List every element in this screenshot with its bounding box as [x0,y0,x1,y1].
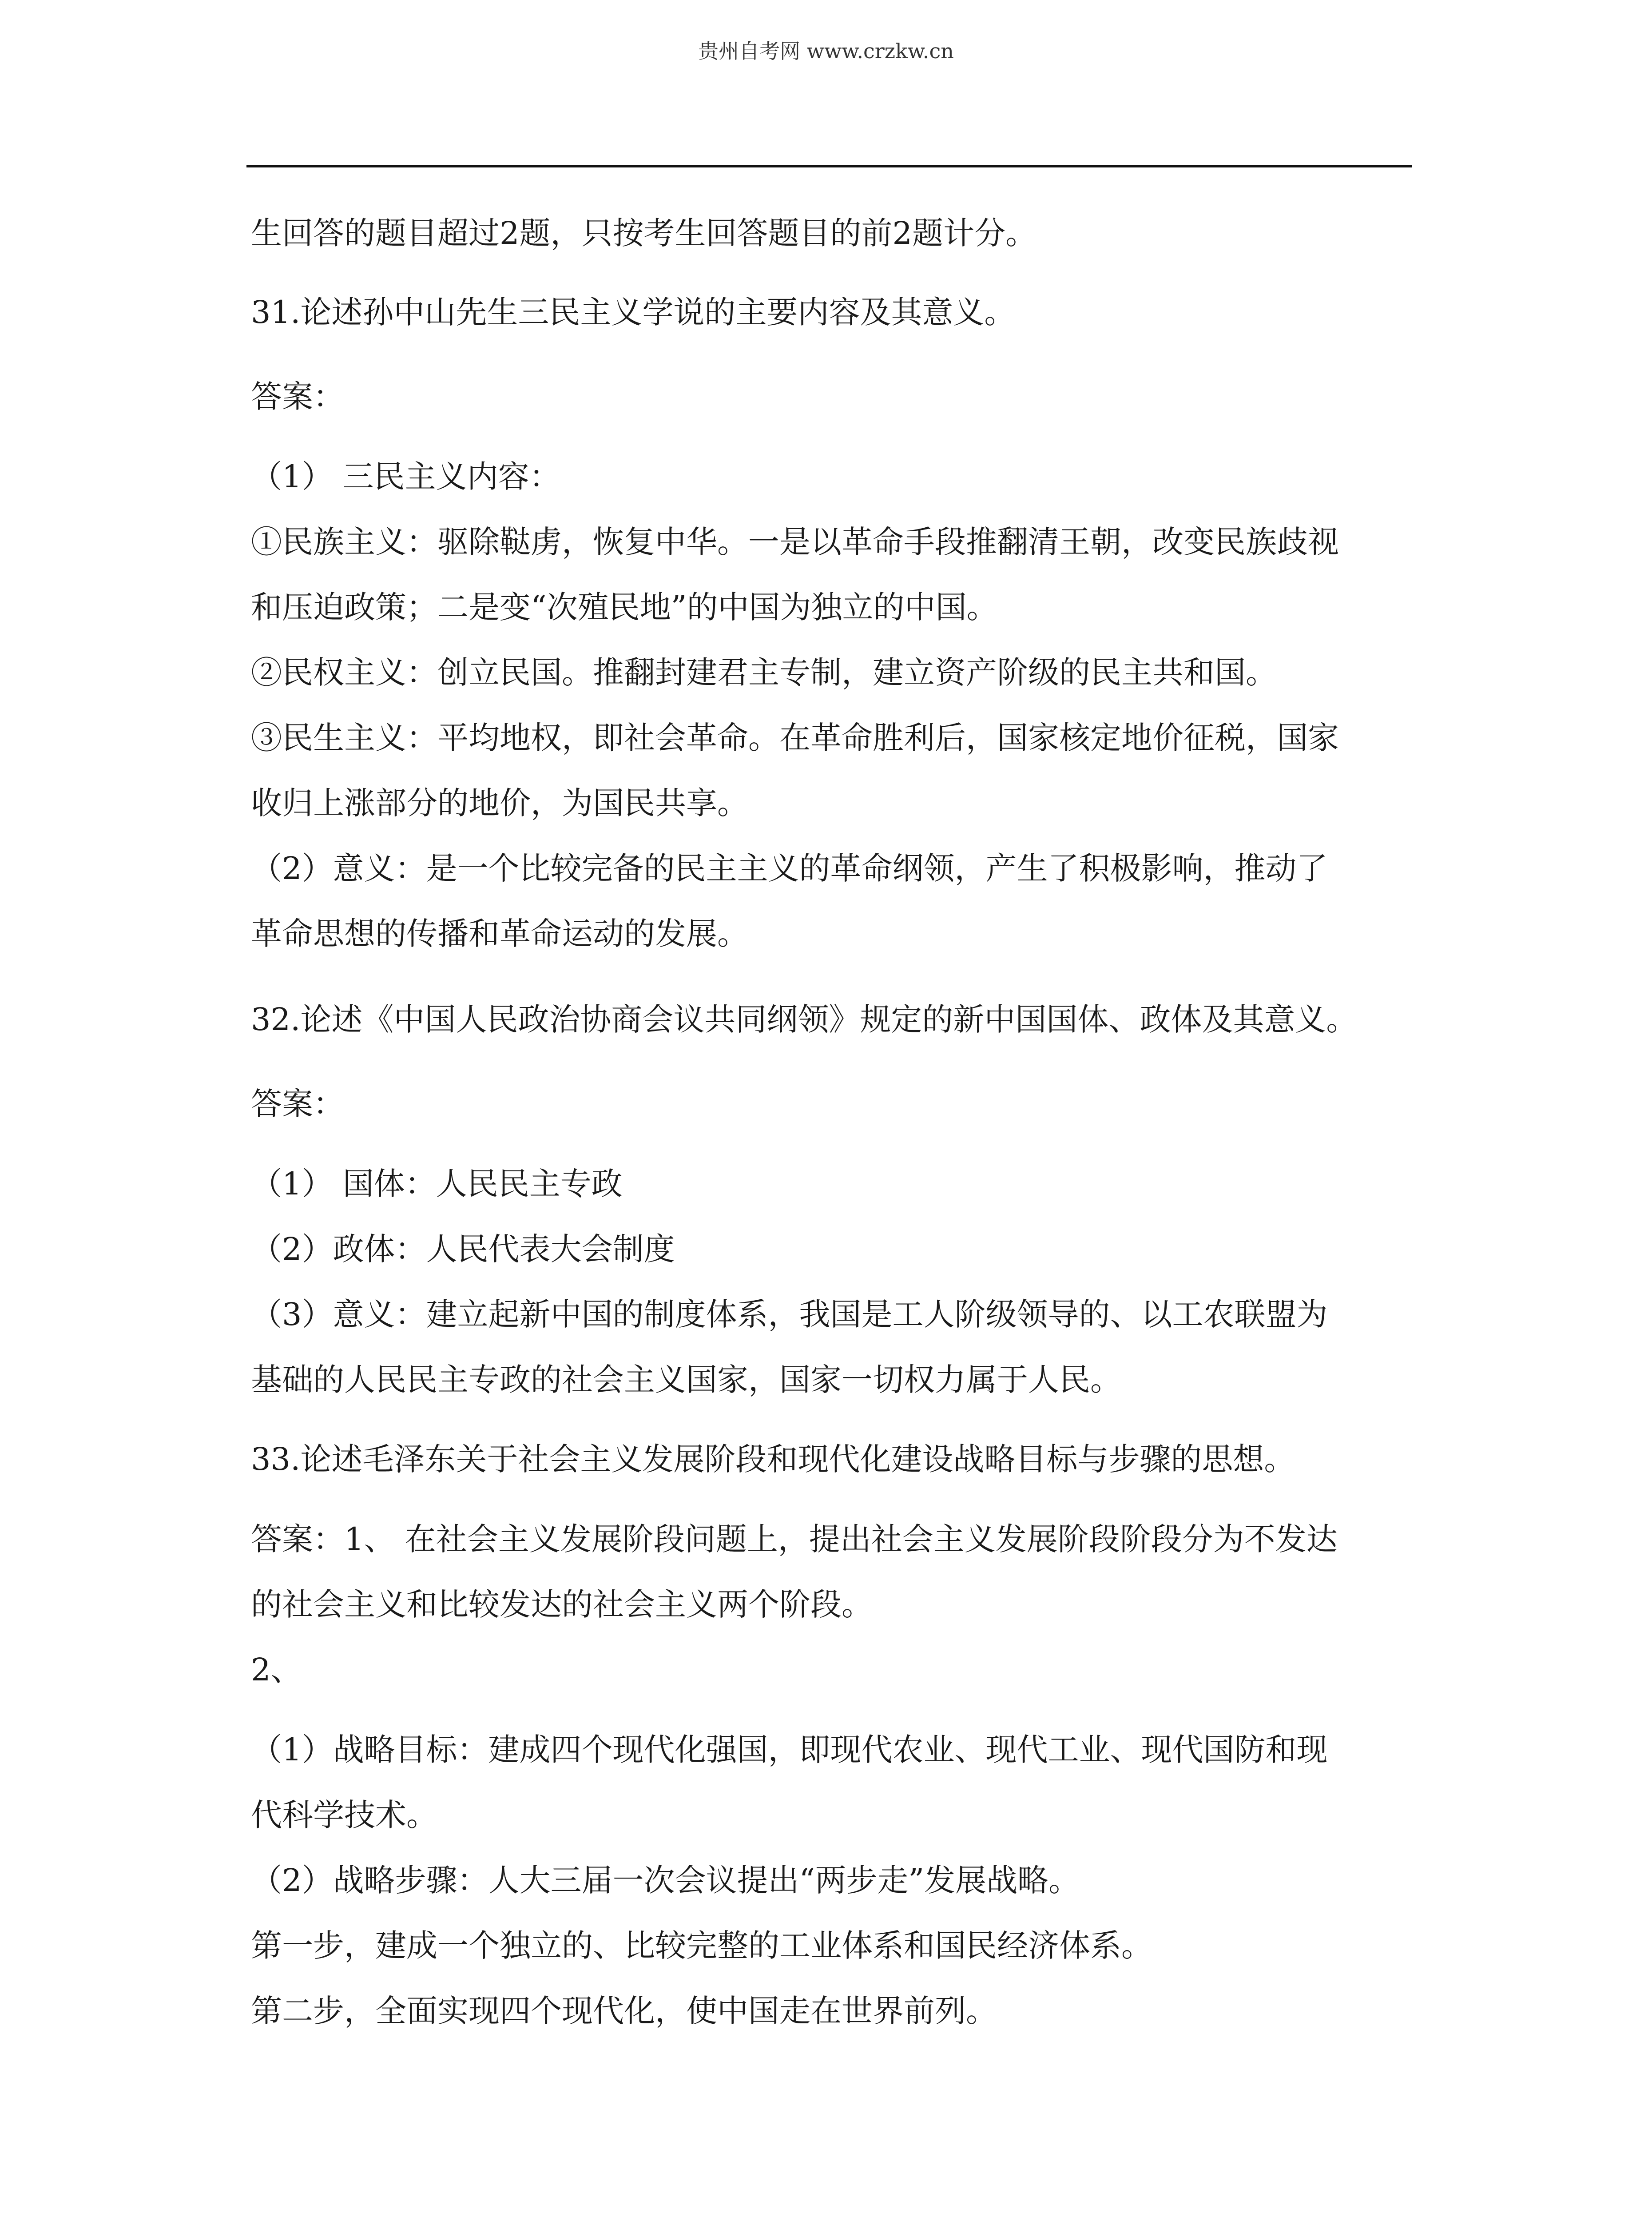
text-line: （2）战略步骤：人大三届一次会议提出“两步走”发展战略。 [251,1862,1080,1899]
question-33: 33.论述毛泽东关于社会主义发展阶段和现代化建设战略目标与步骤的思想。 [251,1441,1295,1477]
text-line: 第一步，建成一个独立的、比较完整的工业体系和国民经济体系。 [251,1927,1152,1964]
text-line: 的社会主义和比较发达的社会主义两个阶段。 [251,1586,873,1623]
text-line: （1） 国体：人民民主专政 [251,1166,623,1202]
text-line: （2）政体：人民代表大会制度 [251,1231,675,1267]
text-line: 和压迫政策；二是变“次殖民地”的中国为独立的中国。 [251,589,998,625]
text-line: 第二步，全面实现四个现代化，使中国走在世界前列。 [251,1993,997,2029]
page-header: 贵州自考网 www.crzkw.cn [698,39,954,63]
answer-label: 答案： [251,378,344,415]
text-line: 革命思想的传播和革命运动的发展。 [251,915,748,952]
text-line: （3）意义：建立起新中国的制度体系，我国是工人阶级领导的、以工农联盟为 [251,1296,1328,1333]
text-line: （1）战略目标：建成四个现代化强国，即现代农业、现代工业、现代国防和现 [251,1731,1328,1768]
text-line: 生回答的题目超过2题，只按考生回答题目的前2题计分。 [251,215,1037,251]
text-line: ③民生主义：平均地权，即社会革命。在革命胜利后，国家核定地价征税，国家 [251,720,1339,756]
text-line: （1） 三民主义内容： [251,458,560,495]
header-divider [246,165,1412,167]
text-line: 答案：1、 在社会主义发展阶段问题上，提出社会主义发展阶段阶段分为不发达 [251,1521,1338,1557]
answer-label: 答案： [251,1086,344,1122]
text-line: 收归上涨部分的地价，为国民共享。 [251,785,748,821]
text-line: 基础的人民民主专政的社会主义国家，国家一切权力属于人民。 [251,1361,1121,1398]
text-line: （2）意义：是一个比较完备的民主主义的革命纲领，产生了积极影响，推动了 [251,850,1328,887]
question-31: 31.论述孙中山先生三民主义学说的主要内容及其意义。 [251,294,1016,330]
text-line: 2、 [251,1652,302,1688]
text-line: ②民权主义：创立民国。推翻封建君主专制，建立资产阶级的民主共和国。 [251,654,1277,691]
question-32: 32.论述《中国人民政治协商会议共同纲领》规定的新中国国体、政体及其意义。 [251,1001,1358,1038]
text-line: 代科学技术。 [251,1797,437,1833]
text-line: ①民族主义：驱除鞑虏，恢复中华。一是以革命手段推翻清王朝，改变民族歧视 [251,524,1339,560]
